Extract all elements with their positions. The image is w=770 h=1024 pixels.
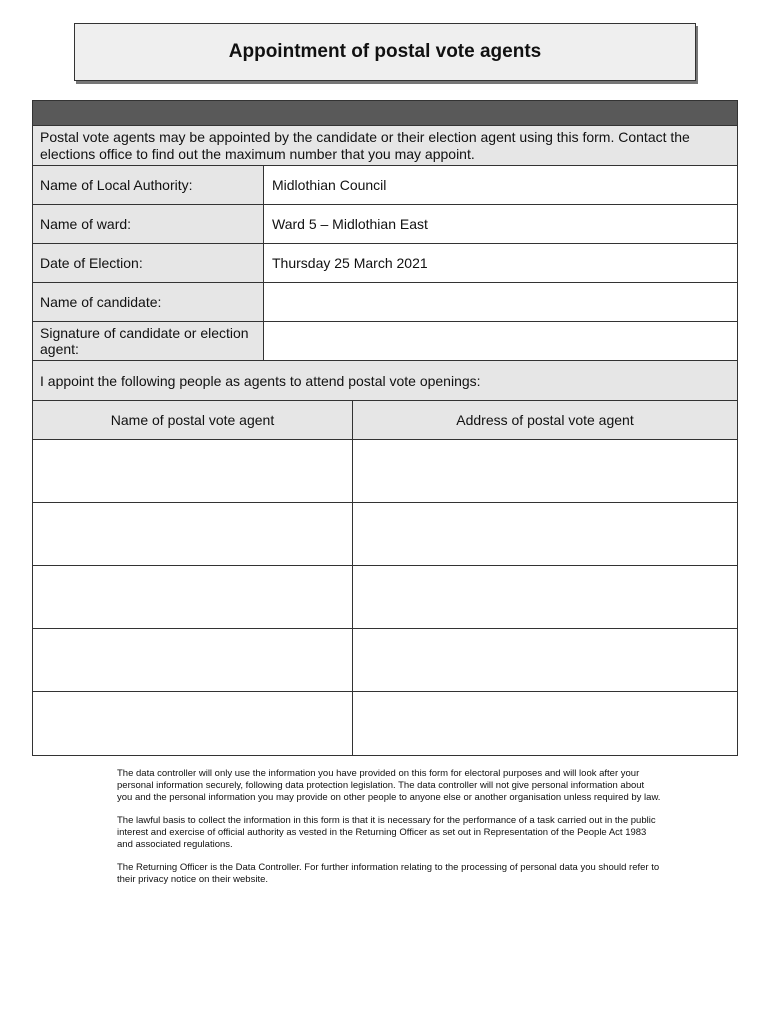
- table-row: [33, 440, 737, 503]
- agent-name-cell[interactable]: [33, 692, 353, 755]
- agent-address-cell[interactable]: [353, 692, 737, 755]
- field-row-signature: [33, 322, 737, 361]
- note-paragraph: The data controller will only use the information you have provided on this form for electoral purposes and will look after your personal information securely, following data protection legislation. The data controller will not give personal information about you and the personal information you may provide on other people to anyone else or another organisation unless required by law.: [117, 768, 661, 803]
- field-label: Name of ward:: [33, 205, 264, 243]
- ward-field[interactable]: Ward 5 – Midlothian East: [264, 205, 737, 243]
- table-row: [33, 629, 737, 692]
- field-label: Name of Local Authority:: [33, 166, 264, 204]
- field-label: Date of Election:: [33, 244, 264, 282]
- candidate-name-field[interactable]: [264, 283, 737, 321]
- agent-address-cell[interactable]: [353, 566, 737, 628]
- local-authority-field[interactable]: Midlothian Council: [264, 166, 737, 204]
- agent-address-cell[interactable]: [353, 629, 737, 691]
- field-label: Name of candidate:: [33, 283, 264, 321]
- election-date-field[interactable]: Thursday 25 March 2021: [264, 244, 737, 282]
- column-header-name: Name of postal vote agent: [33, 401, 353, 439]
- form-title: Appointment of postal vote agents: [228, 41, 542, 62]
- data-protection-notes: [117, 768, 662, 897]
- column-header-address: Address of postal vote agent: [456, 412, 634, 428]
- table-row: [33, 566, 737, 629]
- field-row-ward: [33, 205, 737, 244]
- agent-address-cell[interactable]: [353, 503, 737, 565]
- intro-text: Postal vote agents may be appointed by the candidate or their election agent using this form. Contact the elections office to find out the maximum number that you may appoint.: [33, 126, 737, 166]
- agents-table-header: [33, 401, 737, 440]
- agent-name-cell[interactable]: [33, 503, 353, 565]
- field-row-election-date: [33, 244, 737, 283]
- table-row: [33, 503, 737, 566]
- note-paragraph: The Returning Officer is the Data Controller. For further information relating to the processing of personal data you should refer to their privacy notice on their website.: [117, 862, 660, 885]
- agent-name-cell[interactable]: [33, 629, 353, 691]
- table-row: [33, 692, 737, 755]
- agent-address-cell[interactable]: [353, 440, 737, 502]
- signature-field[interactable]: [264, 322, 737, 360]
- title-box: [74, 23, 696, 81]
- agent-name-cell[interactable]: [33, 566, 353, 628]
- appointment-form: [32, 100, 738, 756]
- field-label: Signature of candidate or election agent:: [33, 322, 264, 360]
- field-row-candidate: [33, 283, 737, 322]
- note-paragraph: The lawful basis to collect the information in this form is that it is necessary for the performance of a task carried out in the public interest and exercise of official authority as vested in the Returning Officer as set out in Representation of the People Act 1983 and associated regulations.: [117, 815, 656, 850]
- agents-table-body: [33, 440, 737, 755]
- header-bar: [33, 101, 737, 126]
- field-row-local-authority: [33, 166, 737, 205]
- agent-name-cell[interactable]: [33, 440, 353, 502]
- appoint-text: I appoint the following people as agents to attend postal vote openings:: [33, 361, 737, 401]
